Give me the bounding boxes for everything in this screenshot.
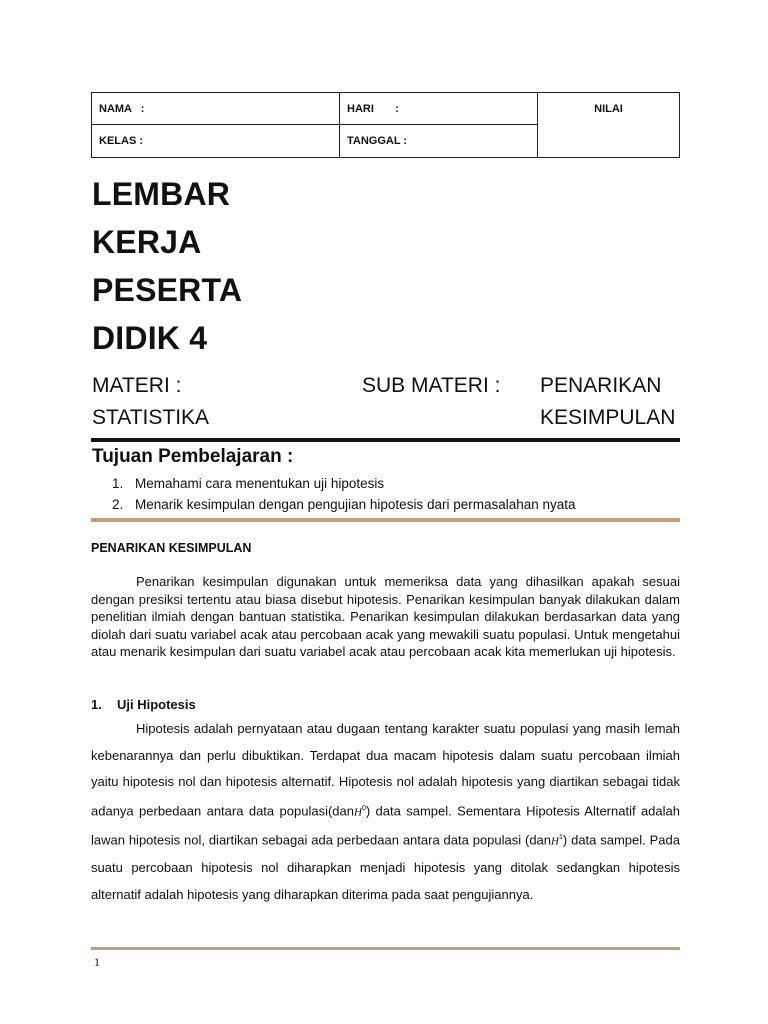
nama-field[interactable]: NAMA : [92,93,340,125]
list-text: Memahami cara menentukan uji hipotesis [135,476,385,491]
identity-table [91,92,680,158]
section-paragraph: Penarikan kesimpulan digunakan untuk memeriksa data yang dihasilkan apakah sesuai dengan presiksi tertentu atau biasa disebut hipotesis. Penarikan kesimpulan banyak dilakukan dalam penelitian ilmiah dengan bantuan statistika. Penarikan kesimpulan dilakukan berdasarkan data yang diolah dari suatu variabel acak atau percobaan acak yang mewakili suatu populasi. Untuk mengetahui atau menarik kesimpulan dari suatu variabel acak atau percobaan acak kita memerlukan uji hipotesis. [91,574,680,659]
divider [91,518,680,522]
tanggal-field[interactable]: TANGGAL : [340,125,538,157]
h1-subscript: 1 [558,834,563,842]
kelas-field[interactable]: KELAS : [92,125,340,157]
list-text: Menarik kesimpulan dengan pengujian hipotesis dari permasalahan nyata [135,497,576,512]
uji-title: Uji Hipotesis [117,697,196,712]
footer-divider [91,947,680,950]
uji-text: Hipotesis adalah pernyataan atau dugaan tentang karakter suatu populasi yang masih lemah kebenarannya dan perlu dibuktikan. Terdapat dua macam hipotesis dalam suatu percobaan ilmiah yaitu hipotesis nol dan hipotesis alternatif. Hipotesis nol adalah hipotesis yang diartikan sebagai tidak adanya perbedaan antara data populasi(dan [91,721,680,818]
uji-paragraph [91,716,680,908]
h0-subscript: 0 [361,804,366,812]
materi-label: MATERI : [92,374,182,397]
list-number: 2. [112,497,124,512]
sub-materi-label: SUB MATERI : [362,374,501,397]
h0-symbol: H [353,805,362,818]
sub-materi-value: KESIMPULAN [540,406,676,429]
uji-number: 1. [91,697,102,712]
hari-field[interactable]: HARI : [340,93,538,125]
title-line: LEMBAR [92,176,231,212]
nilai-field[interactable]: NILAI [594,103,623,115]
h1-symbol: H [551,835,559,848]
uji-heading [91,697,196,712]
sub-materi-value: PENARIKAN [540,374,662,397]
list-item [112,494,576,515]
list-number: 1. [112,476,124,491]
title-line: DIDIK 4 [92,320,208,356]
divider [91,438,680,442]
title-line: KERJA [92,224,202,260]
section-heading: PENARIKAN KESIMPULAN [91,541,252,555]
page-number: 1 [94,955,100,969]
sub-materi-block [540,370,675,434]
title-line: PESERTA [92,272,243,308]
tujuan-list [112,473,576,515]
materi-value: STATISTIKA [92,406,210,429]
materi-block [92,370,209,434]
page-title [92,170,242,362]
uji-text: ) data sampel. Sementara Hipotesis Alternatif adalah lawan hipotesis nol, diartikan sebagai ada perbedaan antara data populasi (dan [91,802,680,848]
list-item [112,473,576,494]
tujuan-heading: Tujuan Pembelajaran : [92,446,294,467]
uji-text: ) data sampel. Pada suatu percobaan hipotesis nol diharapkan menjadi hipotesis yang ditolak sedangkan hipotesis alternatif adalah hipotesis yang diharapkan diterima pada saat pengujiannya. [91,832,680,902]
